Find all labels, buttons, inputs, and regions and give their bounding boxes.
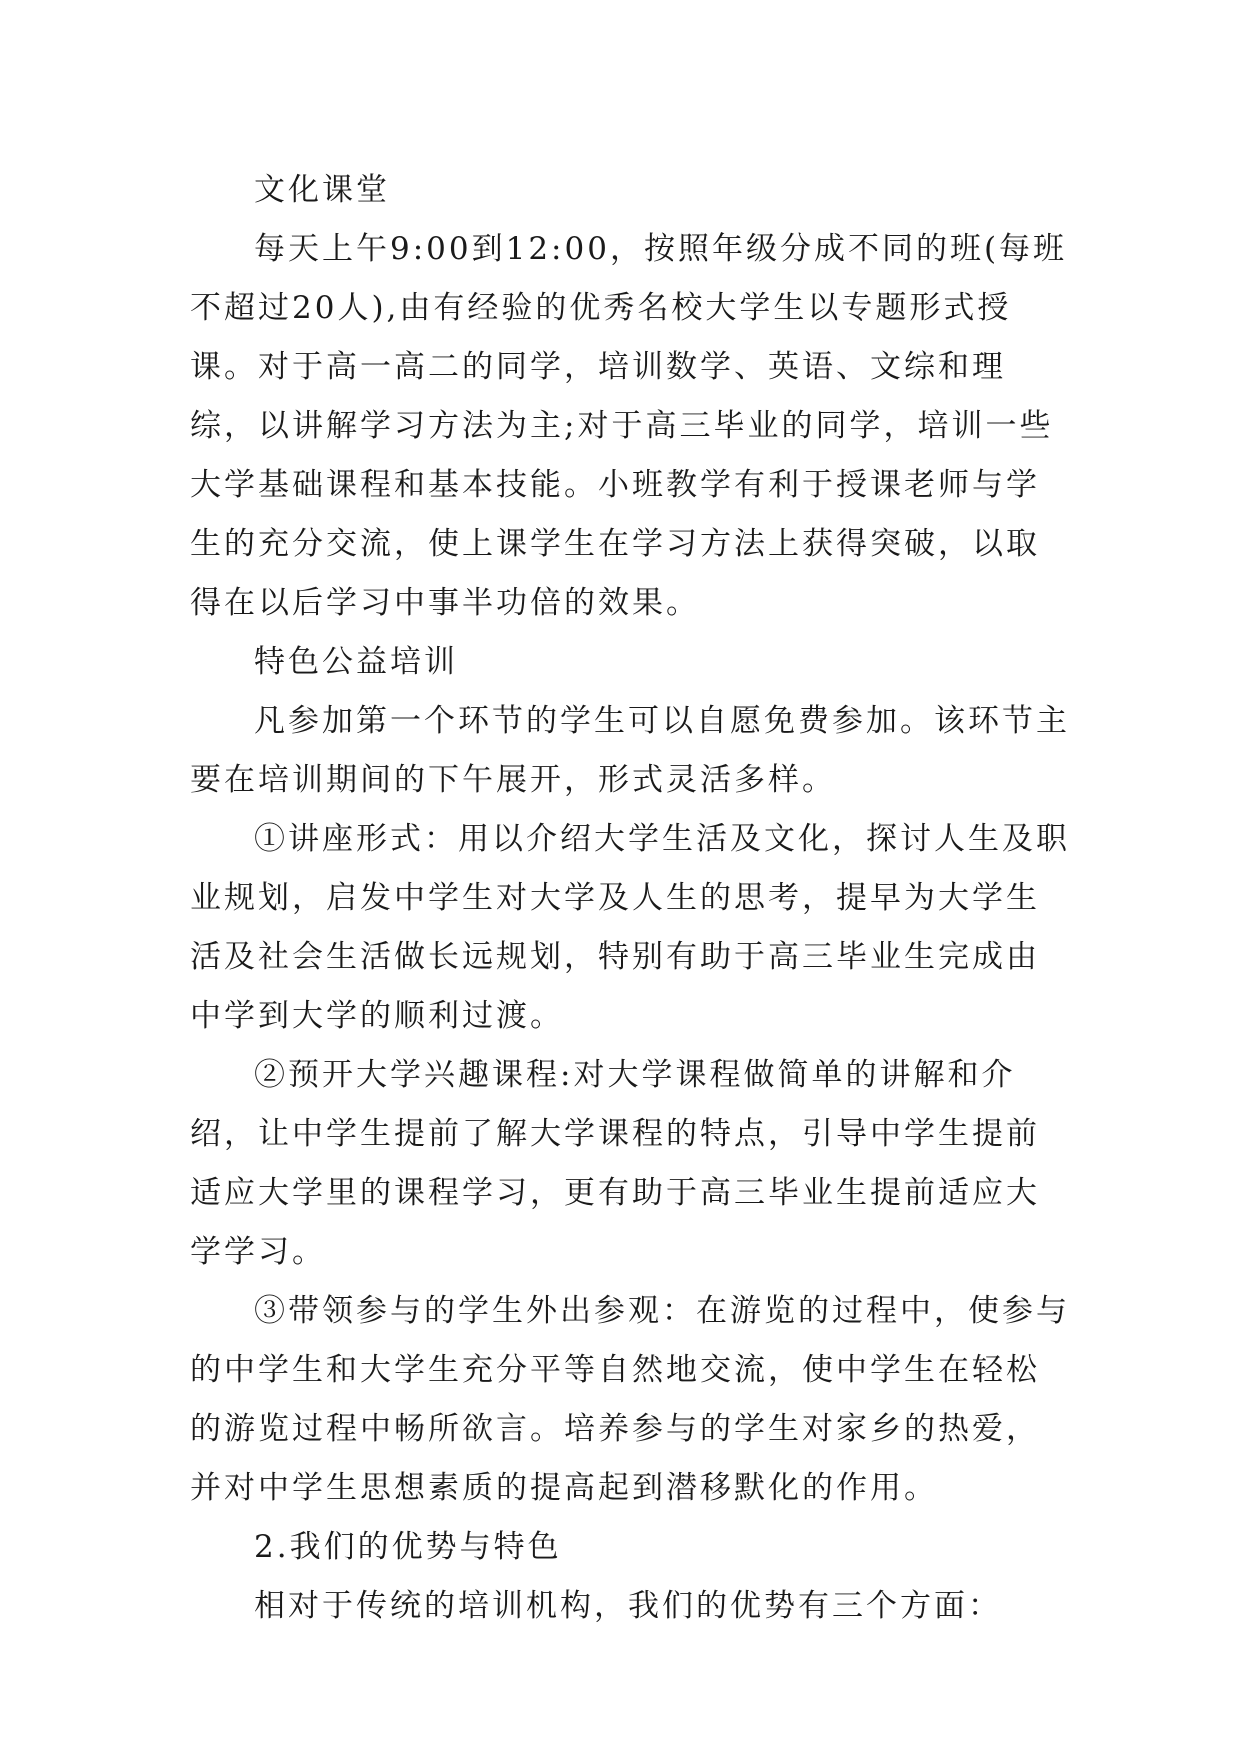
section-heading-public-training: 特色公益培训 [254, 644, 458, 680]
paragraph-university-courses: ②预开大学兴趣课程:对大学课程做简单的讲解和介绍，让中学生提前了解大学课程的特点，引导中学生提前适应大学里的课程学习，更有助于高三毕业生提前适应大学学习。 [190, 1057, 1040, 1270]
section-heading-advantages: 2.我们的优势与特色 [254, 1529, 562, 1565]
section-heading-culture-class: 文化课堂 [254, 172, 390, 208]
paragraph-advantages-intro: 相对于传统的培训机构，我们的优势有三个方面： [254, 1588, 1002, 1624]
paragraph-culture-class: 每天上午9:00到12:00，按照年级分成不同的班(每班不超过20人),由有经验的优秀名校大学生以专题形式授课。对于高一高二的同学，培训数学、英语、文综和理综，以讲解学习方法为主;对于高三毕业的同学，培训一些大学基础课程和基本技能。小班教学有利于授课老师与学生的充分交流，使上课学生在学习方法上获得突破，以取得在以后学习中事半功倍的效果。 [190, 231, 1068, 621]
paragraph-public-training-intro: 凡参加第一个环节的学生可以自愿免费参加。该环节主要在培训期间的下午展开，形式灵活多样。 [190, 703, 1070, 798]
paragraph-lecture-format: ①讲座形式：用以介绍大学生活及文化，探讨人生及职业规划，启发中学生对大学及人生的思考，提早为大学生活及社会生活做长远规划，特别有助于高三毕业生完成由中学到大学的顺利过渡。 [190, 821, 1070, 1034]
paragraph-field-visits: ③带领参与的学生外出参观：在游览的过程中，使参与的中学生和大学生充分平等自然地交流，使中学生在轻松的游览过程中畅所欲言。培养参与的学生对家乡的热爱，并对中学生思想素质的提高起到潜移默化的作用。 [190, 1293, 1070, 1506]
document-page [190, 161, 1070, 1636]
